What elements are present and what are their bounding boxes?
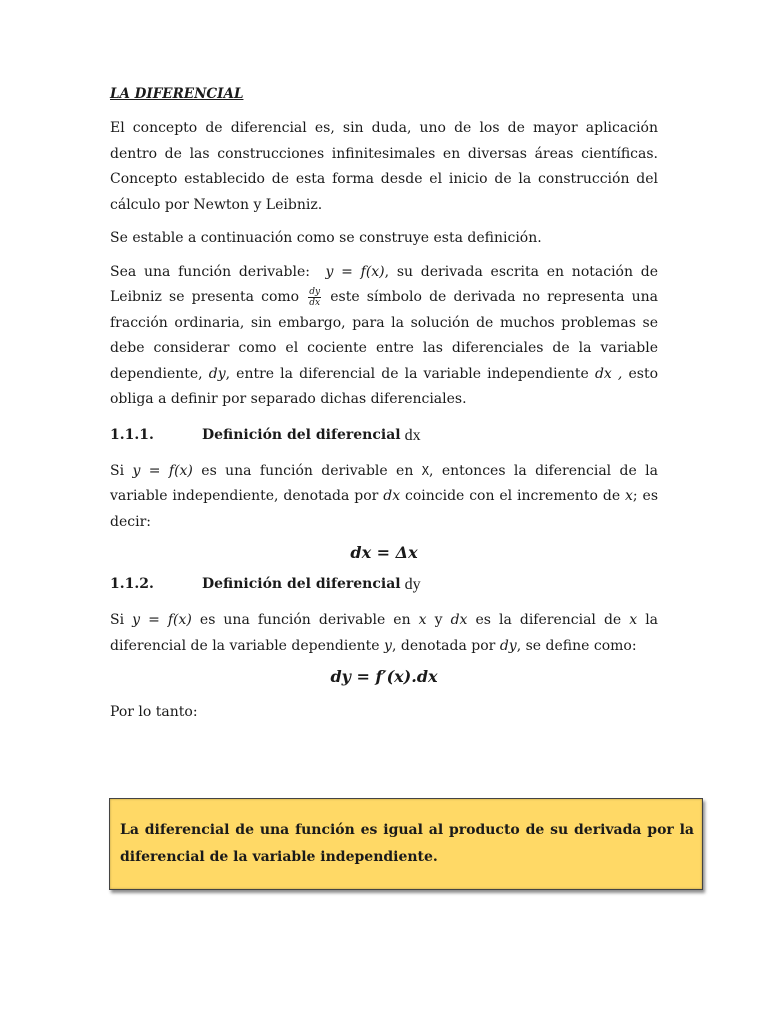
leibniz-paragraph: Sea una función derivable: y = f(x), su derivada escrita en notación de Leibniz se presenta como $\frac{dy}{dx}$ este símbolo de derivada no representa una fracción ordinaria, sin embargo, para la solución de muchos problemas se debe considerar como el cociente entre las diferenciales de la variable dependiente, dy, entre la diferencial de la variable independiente dx , esto obliga a definir por separado dichas diferenciales.	[110, 263, 658, 407]
section-symbol: dx	[404, 426, 421, 444]
function-equation: y = f(x)	[325, 263, 385, 280]
document-title: LA DIFERENCIAL	[110, 86, 244, 102]
section-number: 1.1.2.	[110, 576, 154, 592]
intro-paragraph: El concepto de diferencial es, sin duda, uno de los de mayor aplicación dentro de las construcciones infinitesimales en diversas áreas científicas. Concepto establecido de esta forma desde el inicio de la construcción del cálculo por Newton y Leibniz.	[110, 120, 658, 213]
highlight-box: La diferencial de una función es igual al producto de su derivada por la diferencial de la variable independiente.	[109, 798, 703, 890]
section-title: Definición del diferencial	[202, 576, 401, 592]
conclusion-text: Por lo tanto:	[110, 704, 198, 720]
section-title: Definición del diferencial	[202, 426, 401, 443]
dx-formula: dx = Δx	[350, 543, 418, 562]
section-symbol: dy	[404, 576, 421, 593]
section-number: 1.1.1.	[110, 426, 154, 443]
dx-definition: Si y = f(x) es una función derivable en X, entonces la diferencial de la variable independiente, denotada por dx coincide con el incremento de x; es decir:	[110, 462, 658, 530]
dy-formula: dy = f′(x).dx	[330, 667, 438, 686]
section-heading-dy	[110, 576, 658, 594]
section-heading-dx	[110, 427, 658, 445]
document-page	[110, 86, 658, 734]
dy-definition: Si y = f(x) es una función derivable en x y dx es la diferencial de x la diferencial de la variable dependiente y, denotada por dy, se define como:	[110, 612, 659, 654]
intro-sentence: Se estable a continuación como se construye esta definición.	[110, 230, 542, 246]
leibniz-fraction: $\frac{dy}{dx}$	[309, 286, 321, 308]
